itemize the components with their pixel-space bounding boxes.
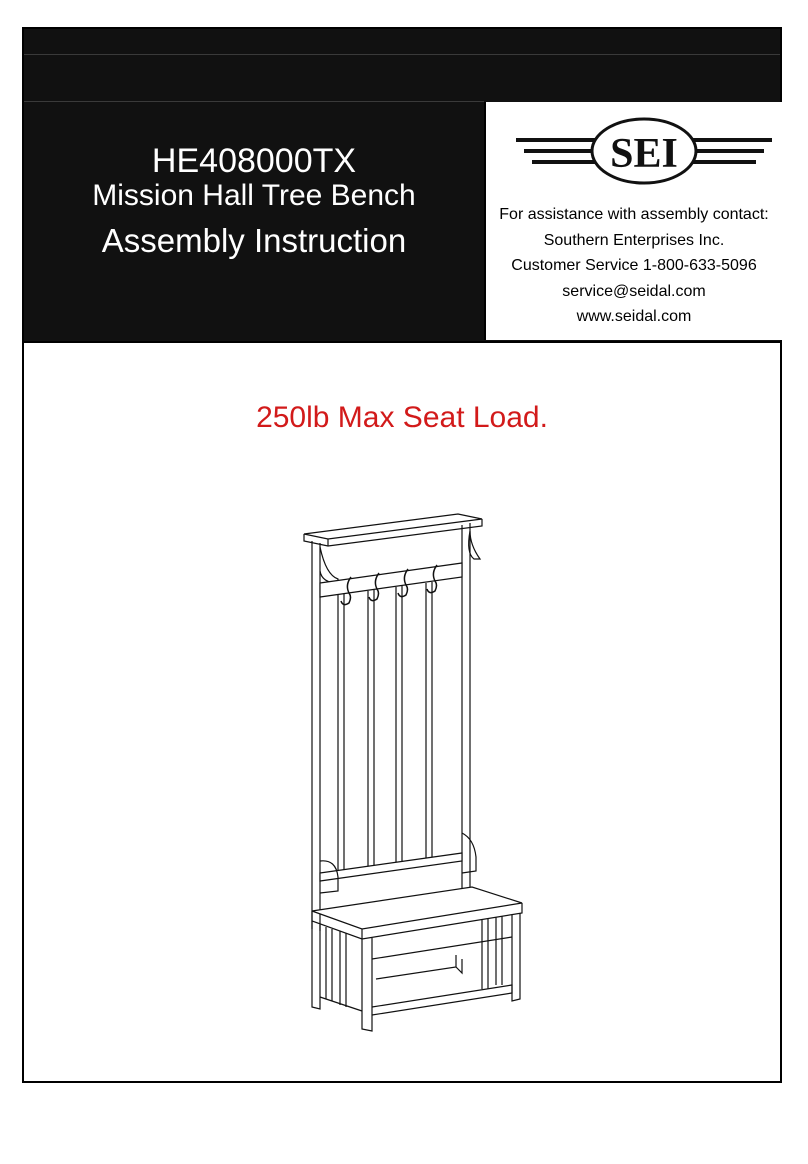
title-block (24, 141, 484, 261)
phone-number: Customer Service 1-800-633-5096 (511, 257, 757, 274)
sei-logo (516, 116, 772, 186)
page-frame (22, 27, 782, 1083)
email-address[interactable]: service@seidal.com (562, 282, 706, 300)
model-number: HE408000TX (151, 142, 357, 180)
hall-tree-bench-drawing (276, 479, 536, 1049)
company-name: Southern Enterprises Inc. (543, 231, 725, 249)
header-divider (24, 341, 780, 343)
max-load-notice: 250lb Max Seat Load. (256, 401, 548, 434)
svg-text:SEI: SEI (610, 131, 678, 177)
header-stripe (24, 54, 780, 55)
product-name: Mission Hall Tree Bench (92, 179, 416, 212)
contact-info (486, 202, 782, 330)
contact-intro: For assistance with assembly contact: (499, 206, 769, 223)
contact-box (484, 102, 782, 340)
website-link[interactable]: www.seidal.com (576, 308, 692, 325)
document-title: Assembly Instruction (101, 222, 407, 259)
header-stripe (24, 101, 484, 102)
header-banner (24, 29, 780, 341)
